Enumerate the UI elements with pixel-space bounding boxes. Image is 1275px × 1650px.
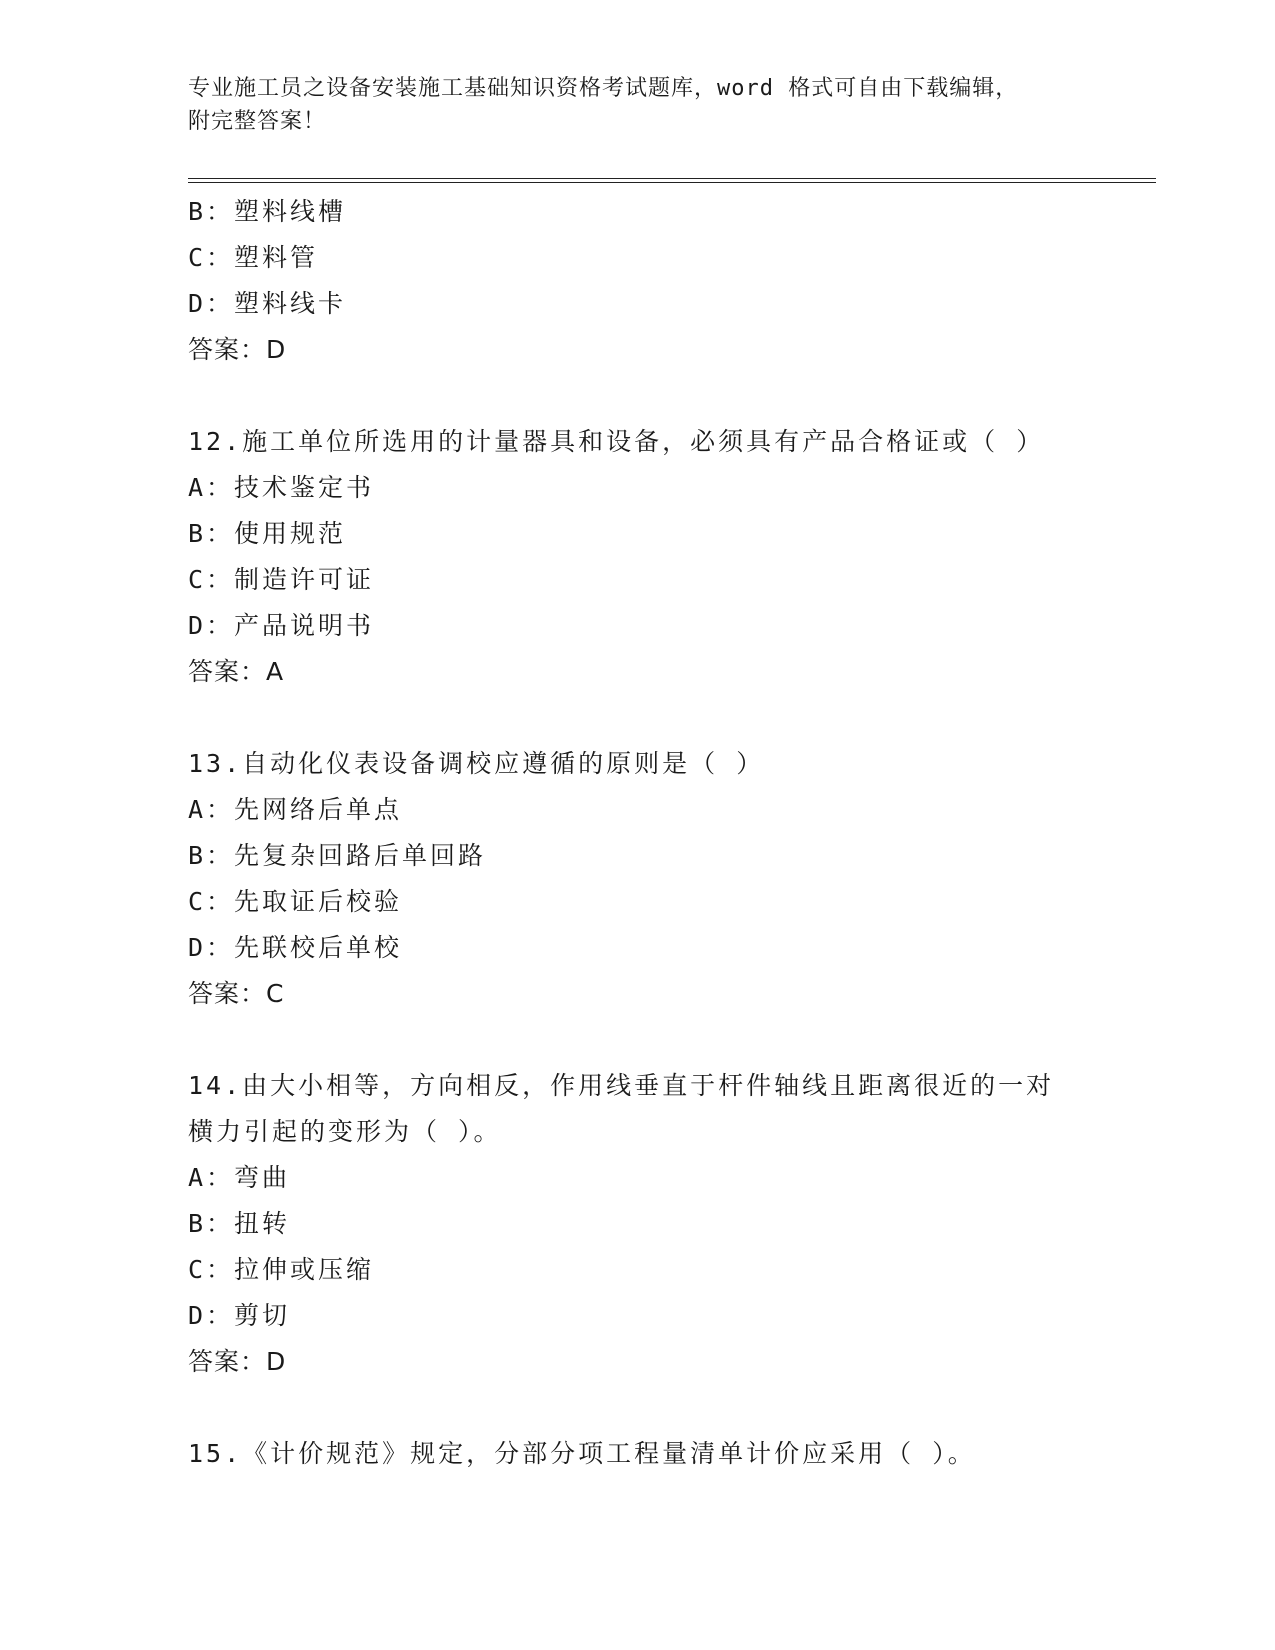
option-b: B：扭转 xyxy=(188,1209,291,1238)
answer-label: 答案：D xyxy=(188,335,287,364)
question-list xyxy=(188,189,1148,1477)
question-text: 12.施工单位所选用的计量器具和设备，必须具有产品合格证或（ ） xyxy=(188,427,1045,456)
option-b: B：塑料线槽 xyxy=(188,197,347,226)
question-block-12 xyxy=(188,419,1148,695)
option-a: A：先网络后单点 xyxy=(188,795,403,824)
document-header xyxy=(188,72,1088,138)
option-c: C：制造许可证 xyxy=(188,565,375,594)
answer-label: 答案：A xyxy=(188,657,285,686)
answer-label: 答案：C xyxy=(188,979,285,1008)
question-block-15 xyxy=(188,1431,1148,1477)
option-c: C：拉伸或压缩 xyxy=(188,1255,375,1284)
option-b: B：先复杂回路后单回路 xyxy=(188,841,487,870)
question-block-13 xyxy=(188,741,1148,1017)
header-line-2: 附完整答案！ xyxy=(188,109,327,134)
option-d: D：塑料线卡 xyxy=(188,289,347,318)
option-d: D：剪切 xyxy=(188,1301,291,1330)
question-block-14 xyxy=(188,1063,1148,1385)
option-a: A：弯曲 xyxy=(188,1163,291,1192)
option-a: A：技术鉴定书 xyxy=(188,473,375,502)
spacer xyxy=(188,373,1148,419)
question-text: 15.《计价规范》规定，分部分项工程量清单计价应采用（ ）。 xyxy=(188,1439,976,1468)
question-text-line-1: 14.由大小相等，方向相反，作用线垂直于杆件轴线且距离很近的一对 xyxy=(188,1071,1055,1100)
option-b: B：使用规范 xyxy=(188,519,347,548)
question-block-11 xyxy=(188,189,1148,373)
option-c: C：先取证后校验 xyxy=(188,887,403,916)
option-d: D：产品说明书 xyxy=(188,611,375,640)
spacer xyxy=(188,1385,1148,1431)
spacer xyxy=(188,695,1148,741)
question-text-line-2: 横力引起的变形为（ ）。 xyxy=(188,1117,502,1146)
spacer xyxy=(188,1017,1148,1063)
answer-label: 答案：D xyxy=(188,1347,287,1376)
option-c: C：塑料管 xyxy=(188,243,319,272)
header-line-1: 专业施工员之设备安装施工基础知识资格考试题库，word 格式可自由下载编辑， xyxy=(188,76,1019,101)
header-divider-bottom xyxy=(188,182,1156,183)
question-text: 13.自动化仪表设备调校应遵循的原则是（ ） xyxy=(188,749,765,778)
option-d: D：先联校后单校 xyxy=(188,933,403,962)
header-divider-top xyxy=(188,178,1156,179)
